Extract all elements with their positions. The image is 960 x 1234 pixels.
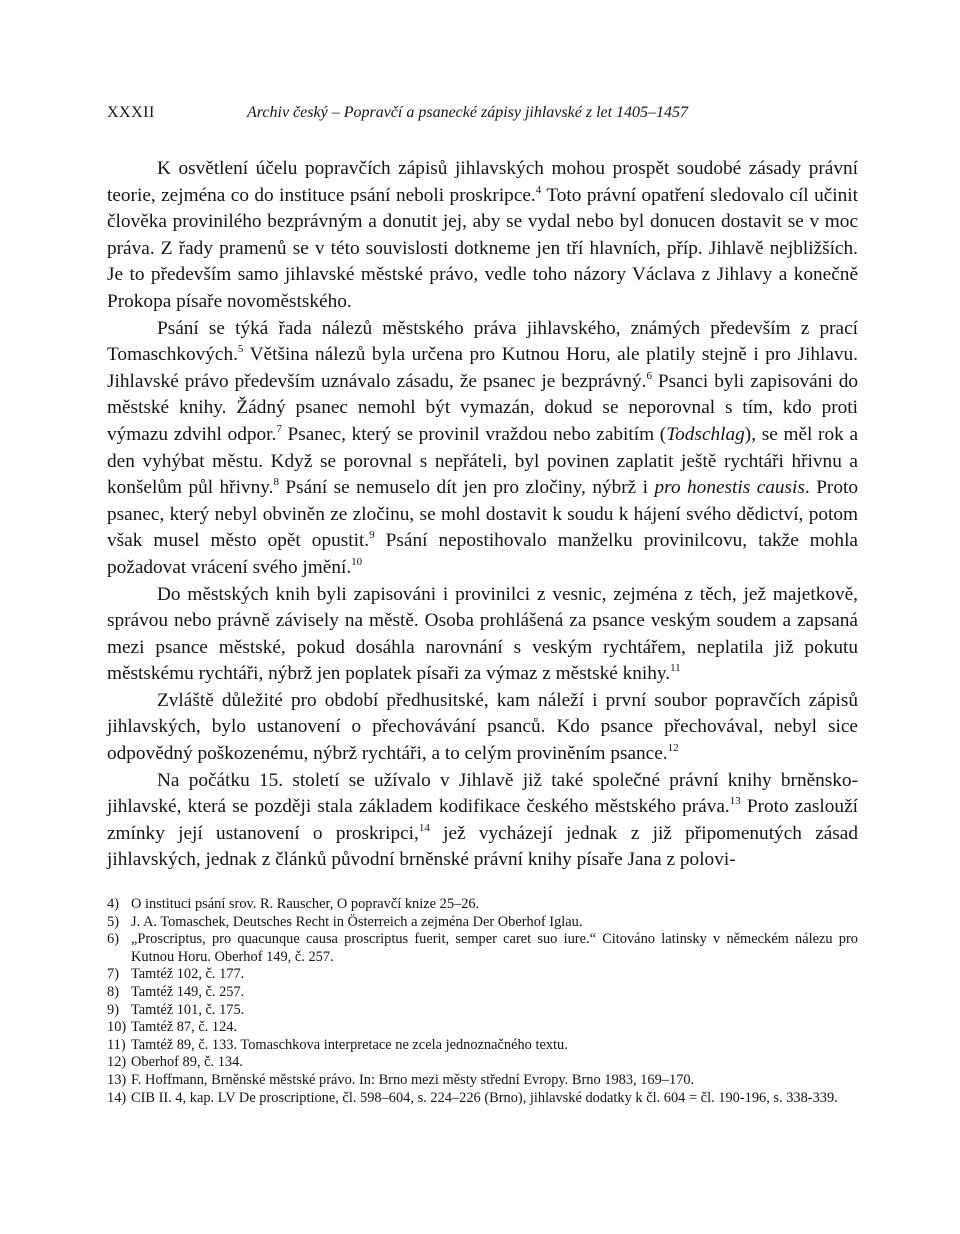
footnote bbox=[107, 984, 858, 1002]
footnote-number: 11) bbox=[107, 1036, 126, 1053]
footnote-number: 14) bbox=[107, 1089, 127, 1106]
document-page bbox=[107, 104, 858, 1107]
footnote bbox=[107, 966, 858, 984]
footnote bbox=[107, 1090, 858, 1108]
footnote bbox=[107, 1054, 858, 1072]
paragraph bbox=[107, 156, 858, 316]
italic-term: pro honestis causis bbox=[654, 477, 805, 499]
text-run: jež vycházejí jednak z již připomenutých zásad jihlavských, jednak z článků původní brněnské právní knihy písaře Jana z polovi- bbox=[107, 822, 859, 871]
footnote-text: Tamtéž 87, č. 124. bbox=[131, 1019, 238, 1036]
footnote-text: CIB II. 4, kap. LV De proscriptione, čl. 598–604, s. 224–226 (Brno), jihlavské dodatky k čl. 604 = čl. 190-196, s. 338-339. bbox=[131, 1089, 838, 1106]
footnote-number: 5) bbox=[107, 913, 119, 930]
footnote-number: 7) bbox=[107, 966, 119, 983]
text-run: Psání se nemuselo dít jen pro zločiny, nýbrž i bbox=[278, 477, 655, 499]
text-run: Do městských knih byli zapisováni i provinilci z vesnic, zejména z těch, jež majetkově, správou nebo právně závisely na městě. Osoba prohlášená za psance veským soudem a zapsaná mezi psance městské, pokud dosáhla narovnání s veským rychtářem, neplatila již pokutu městskému rychtáři, nýbrž jen poplatek písaři za výmaz z městské knihy. bbox=[107, 583, 858, 685]
footnote-number: 13) bbox=[107, 1071, 127, 1088]
footnote-ref: 5 bbox=[237, 343, 244, 356]
page-header bbox=[107, 104, 858, 128]
paragraph bbox=[107, 768, 858, 874]
text-run: Psanci byli zapisováni do městské knihy. Žádný psanec nemohl být vymazán, dokud se neporovnal s tím, kdo proti výmazu zdvihl odpor. bbox=[107, 370, 858, 445]
footnote-ref: 7 bbox=[276, 422, 282, 435]
footnote-ref: 4 bbox=[535, 183, 542, 196]
body-text bbox=[107, 156, 858, 874]
paragraph bbox=[107, 582, 858, 688]
footnote-ref: 9 bbox=[369, 529, 375, 542]
footnote-text: J. A. Tomaschek, Deutsches Recht in Österreich a zejména Der Oberhof Iglau. bbox=[131, 913, 583, 930]
text-run: K osvětlení účelu popravčích zápisů jihlavských mohou prospět soudobé zásady právní teorie, zejména co do instituce psání neboli proskripce. bbox=[107, 158, 858, 206]
footnote-text: O instituci psání srov. R. Rauscher, O popravčí knize 25–26. bbox=[131, 896, 480, 913]
text-run: ), se měl rok a den vyhýbat městu. Když se porovnal s nepřáteli, byl povinen zaplatit ještě rychtáři hřivnu a konšelům půl hřivny. bbox=[107, 423, 858, 499]
text-run: Psání se týká řada nálezů městského práva jihlavského, známých především z prací Tomaschkových. bbox=[107, 317, 858, 366]
footnote-ref: 10 bbox=[351, 555, 363, 568]
paragraph bbox=[107, 316, 858, 582]
footnote-text: Tamtéž 89, č. 133. Tomaschkova interpretace ne zcela jednoznačného textu. bbox=[131, 1036, 568, 1053]
footnote-ref: 13 bbox=[729, 795, 741, 808]
footnote-number: 8) bbox=[107, 984, 119, 1000]
footnote-text: „Proscriptus, pro quacunque causa proscriptus fuerit, semper caret suo iure.“ Citováno latinsky v německém nálezu pro Kutnou Horu. Oberhof 149, č. 257. bbox=[131, 931, 858, 965]
footnote-text: F. Hoffmann, Brněnské městské právo. In: Brno mezi městy střední Evropy. Brno 1983, 169–170. bbox=[131, 1071, 695, 1088]
footnote-ref: 12 bbox=[667, 742, 679, 755]
footnote-number: 12) bbox=[107, 1054, 127, 1071]
footnote-ref: 14 bbox=[418, 821, 430, 834]
footnote-text: Oberhof 89, č. 134. bbox=[131, 1054, 243, 1071]
footnote-ref: 11 bbox=[670, 662, 681, 675]
footnote bbox=[107, 1002, 858, 1020]
footnote-ref: 6 bbox=[646, 369, 652, 382]
text-run: Většina nálezů byla určena pro Kutnou Horu, ale platily stejně i pro Jihlavu. Jihlavské právo především uznávalo zásadu, že psanec je bezprávný. bbox=[107, 344, 858, 392]
text-run: Psanec, který se provinil vraždou nebo zabitím ( bbox=[281, 423, 667, 445]
footnote bbox=[107, 1072, 858, 1090]
footnote bbox=[107, 896, 858, 914]
paragraph bbox=[107, 688, 858, 768]
page-number: XXXII bbox=[107, 104, 155, 121]
footnote-text: Tamtéž 102, č. 177. bbox=[131, 966, 245, 983]
footnote bbox=[107, 931, 858, 966]
text-run: . Proto psanec, který nebyl obviněn ze zločinu, se mohl dostavit k soudu k hájení svého dědictví, potom však musel město opět opustit. bbox=[107, 477, 858, 552]
footnote-number: 9) bbox=[107, 1001, 119, 1018]
footnote-number: 4) bbox=[107, 896, 119, 913]
text-run: Psání nepostihovalo manželku provinilcovu, takže mohla požadovat vrácení svého jmění. bbox=[107, 530, 858, 578]
italic-term: Todschlag bbox=[666, 423, 745, 445]
text-run: Proto zaslouží zmínky její ustanovení o proskripci, bbox=[107, 796, 858, 844]
footnote-number: 6) bbox=[107, 931, 119, 948]
footnote-text: Tamtéž 101, č. 175. bbox=[131, 1001, 245, 1018]
footnote bbox=[107, 1037, 858, 1055]
footnote bbox=[107, 914, 858, 932]
running-title: Archiv český – Popravčí a psanecké zápisy jihlavské z let 1405–1457 bbox=[247, 104, 689, 121]
text-run: Zvláště důležité pro období předhusitské, kam náleží i první soubor popravčích zápisů jihlavských, bylo ustanovení o přechovávání psanců. Kdo psance přechovával, nebyl sice odpovědný poškozenému, nýbrž rychtáři, a to celým proviněním psance. bbox=[107, 689, 858, 765]
footnote-ref: 8 bbox=[273, 476, 279, 489]
footnotes bbox=[107, 896, 858, 1107]
footnote-text: Tamtéž 149, č. 257. bbox=[131, 984, 245, 1000]
text-run: Toto právní opatření sledovalo cíl učinit člověka provinilého bezprávným a donutit jej, aby se vydal nebo byl donucen dostavit se v moc práva. Z řady pramenů se v této souvislosti dotkneme jen tří hlavních, příp. Jihlavě nejbližších. Je to především samo jihlavské městské právo, vedle toho názory Václava z Jihlavy a konečně Prokopa písaře novoměstského. bbox=[107, 184, 858, 312]
text-run: Na počátku 15. století se užívalo v Jihlavě již také společné právní knihy brněnsko-jihlavské, která se později stala základem kodifikace českého městského práva. bbox=[107, 769, 858, 818]
footnote bbox=[107, 1019, 858, 1037]
footnote-number: 10) bbox=[107, 1019, 127, 1036]
